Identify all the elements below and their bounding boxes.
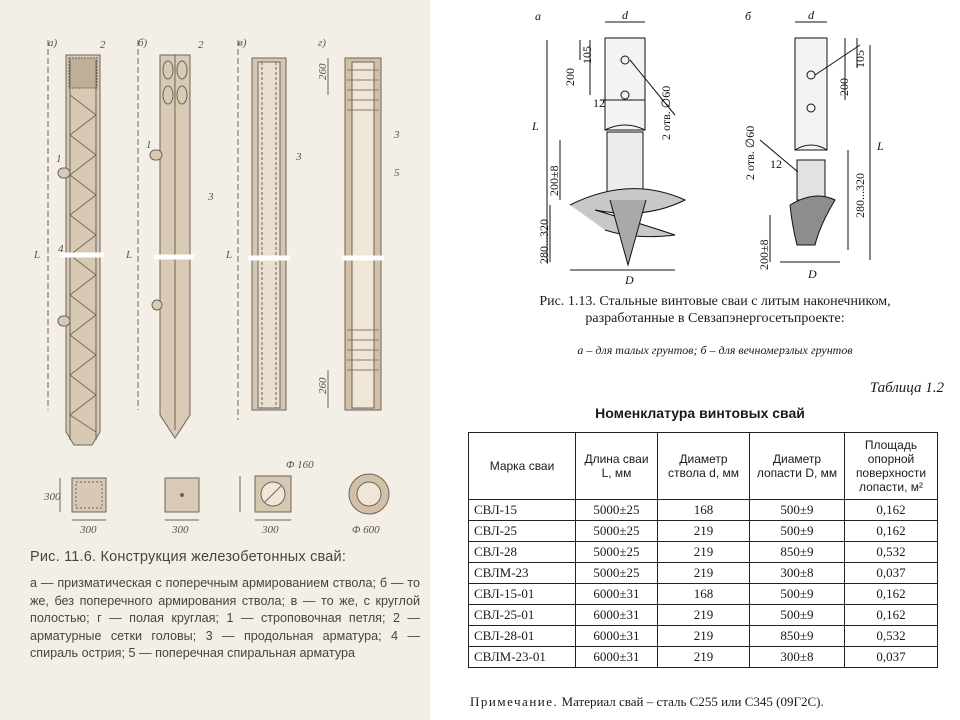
- table-row: [469, 605, 938, 626]
- cell-grade: СВЛ-15: [469, 500, 576, 521]
- rc-piles-figure: [0, 0, 430, 720]
- cell-bearing-area: 0,162: [845, 605, 938, 626]
- cell-length: 5000±25: [576, 521, 658, 542]
- table-row: [469, 500, 938, 521]
- cell-bearing-area: 0,162: [845, 500, 938, 521]
- dim-L-b: L: [877, 139, 884, 153]
- cell-shaft-diameter: 219: [658, 563, 750, 584]
- section-dim-side: 300: [44, 491, 61, 503]
- cell-bearing-area: 0,162: [845, 584, 938, 605]
- section-dim-phi160: Φ 160: [286, 459, 314, 471]
- table-number: Таблица 1.2: [869, 380, 944, 396]
- cell-blade-diameter: 850±9: [750, 626, 845, 647]
- dim-12-a: 12: [593, 96, 605, 110]
- cell-shaft-diameter: 219: [658, 647, 750, 668]
- dim-200pm8-a: 200±8: [547, 165, 561, 196]
- callout-1-b: 1: [146, 139, 152, 151]
- cell-shaft-diameter: 219: [658, 521, 750, 542]
- cell-shaft-diameter: 168: [658, 584, 750, 605]
- dim-105-a: 105: [580, 46, 594, 64]
- callout-3-v: 3: [296, 151, 302, 163]
- label-a: а: [535, 9, 541, 23]
- table-note: [470, 694, 824, 710]
- cell-blade-diameter: 500±9: [750, 521, 845, 542]
- cell-bearing-area: 0,532: [845, 542, 938, 563]
- rc-piles-caption-body: а — призматическая с поперечным армированием ствола; б — то же, без поперечного армирования ствола; в — то же, с круглой полостью; г — полая круглая; 1 — строповочная петля; 2 — арматурные сетки головы; 3 — продольная арматура; 4 — спираль острия; 5 — поперечная спиральная арматура: [30, 576, 420, 660]
- cell-bearing-area: 0,162: [845, 521, 938, 542]
- header-blade-diameter: Диаметр лопасти D, мм: [750, 433, 845, 500]
- dim-12-b: 12: [770, 157, 782, 171]
- cell-blade-diameter: 500±9: [750, 605, 845, 626]
- dim-L-a: L: [532, 119, 539, 133]
- cell-length: 5000±25: [576, 500, 658, 521]
- screw-pile-a: [547, 22, 685, 270]
- note-label: Примечание.: [470, 694, 559, 709]
- hole-label-a: 2 отв. ∅60: [659, 85, 673, 140]
- screw-piles-legend: а – для талых грунтов; б – для вечномерзлых грунтов: [577, 343, 853, 357]
- dim-d-b: d: [808, 8, 814, 22]
- dim-280-320-b: 280...320: [853, 173, 867, 218]
- pile-nomenclature-table: [468, 432, 938, 668]
- section-dim-b: 300: [172, 524, 189, 536]
- cell-shaft-diameter: 219: [658, 542, 750, 563]
- callout-5-g: 5: [394, 167, 400, 179]
- cell-grade: СВЛМ-23: [469, 563, 576, 584]
- cell-bearing-area: 0,532: [845, 626, 938, 647]
- table-row: [469, 626, 938, 647]
- table-header-row: [469, 433, 938, 500]
- dim-280-320-a: 280...320: [537, 219, 551, 264]
- header-shaft-diameter: Диаметр ствола d, мм: [658, 433, 750, 500]
- dim-260-top: 260: [317, 63, 329, 80]
- screw-piles-caption: Рис. 1.13. Стальные винтовые сваи с литым наконечником, разработанные в Севзапэнергосетьпроекте:: [539, 294, 891, 326]
- cell-blade-diameter: 850±9: [750, 542, 845, 563]
- rc-piles-caption-title: Рис. 11.6. Конструкция железобетонных свай:: [30, 549, 347, 565]
- callout-1-a: 1: [56, 153, 62, 165]
- table-row: [469, 647, 938, 668]
- cell-grade: СВЛ-25: [469, 521, 576, 542]
- cell-grade: СВЛ-28: [469, 542, 576, 563]
- screw-piles-drawing: [440, 0, 960, 290]
- dim-L-a: L: [34, 249, 41, 261]
- table-row: [469, 542, 938, 563]
- cell-length: 6000±31: [576, 626, 658, 647]
- cell-bearing-area: 0,037: [845, 563, 938, 584]
- cross-sections: [60, 474, 389, 520]
- callout-4-a: 4: [58, 243, 64, 255]
- cell-length: 5000±25: [576, 542, 658, 563]
- hole-label-b: 2 отв. ∅60: [743, 125, 757, 180]
- dim-D-b: D: [808, 267, 817, 281]
- callout-3-g: 3: [394, 129, 400, 141]
- cell-length: 6000±31: [576, 605, 658, 626]
- table-row: [469, 563, 938, 584]
- screw-piles-page: [440, 0, 960, 720]
- cell-length: 5000±25: [576, 563, 658, 584]
- section-dim-a: 300: [80, 524, 97, 536]
- cell-shaft-diameter: 168: [658, 500, 750, 521]
- cell-grade: СВЛ-15-01: [469, 584, 576, 605]
- rc-piles-caption: [30, 549, 420, 663]
- note-text: Материал свай – сталь С255 или С345 (09Г2С).: [558, 694, 824, 709]
- cell-blade-diameter: 500±9: [750, 500, 845, 521]
- variant-label-a: а): [48, 37, 58, 49]
- cell-grade: СВЛ-28-01: [469, 626, 576, 647]
- pile-g: [328, 58, 384, 410]
- pile-v: [238, 40, 290, 420]
- label-b: б: [745, 9, 752, 23]
- rc-piles-drawing: [0, 0, 430, 545]
- variant-label-b: б): [138, 37, 148, 49]
- cell-bearing-area: 0,037: [845, 647, 938, 668]
- callout-2-a: 2: [100, 39, 106, 51]
- table-row: [469, 521, 938, 542]
- cell-length: 6000±31: [576, 584, 658, 605]
- dim-200-b: 200: [837, 78, 851, 96]
- callout-3-b: 3: [208, 191, 214, 203]
- header-grade: Марка сваи: [469, 433, 576, 500]
- pile-a: [48, 40, 104, 445]
- variant-label-g: г): [318, 37, 326, 49]
- cell-grade: СВЛМ-23-01: [469, 647, 576, 668]
- cell-blade-diameter: 500±9: [750, 584, 845, 605]
- dim-200-a: 200: [563, 68, 577, 86]
- dim-L-b: L: [126, 249, 133, 261]
- cell-blade-diameter: 300±8: [750, 563, 845, 584]
- section-dim-v: 300: [262, 524, 279, 536]
- dim-L-v: L: [226, 249, 233, 261]
- cell-grade: СВЛ-25-01: [469, 605, 576, 626]
- dim-d-a: d: [622, 8, 628, 22]
- cell-shaft-diameter: 219: [658, 626, 750, 647]
- header-bearing-area: Площадь опорной поверхности лопасти, м²: [845, 433, 938, 500]
- dim-200pm8-b: 200±8: [757, 239, 771, 270]
- cell-shaft-diameter: 219: [658, 605, 750, 626]
- header-length: Длина сваи L, мм: [576, 433, 658, 500]
- variant-label-v: в): [238, 37, 247, 49]
- cell-length: 6000±31: [576, 647, 658, 668]
- callout-2-b: 2: [198, 39, 204, 51]
- dim-105-b: 105: [853, 50, 867, 68]
- dim-D-a: D: [625, 273, 634, 287]
- section-dim-phi600: Φ 600: [352, 524, 380, 536]
- cell-blade-diameter: 300±8: [750, 647, 845, 668]
- table-title: Номенклатура винтовых свай: [595, 405, 805, 421]
- pile-b: [138, 40, 194, 438]
- table-row: [469, 584, 938, 605]
- dim-260-bottom: 260: [317, 377, 329, 394]
